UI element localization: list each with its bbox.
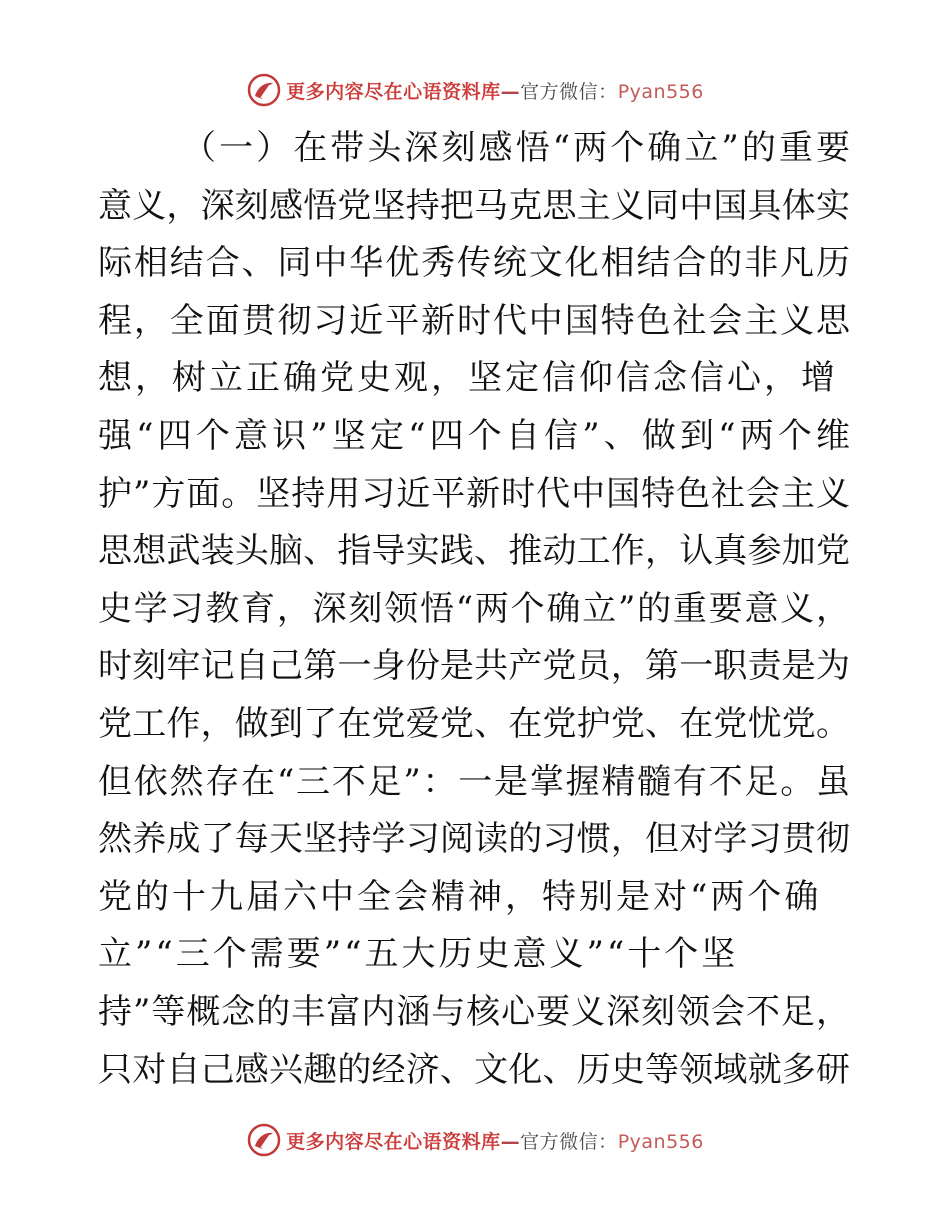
watermark-text — [286, 77, 704, 104]
paragraph-line: 立”“三个需要”“五大历史意义”“十个坚 — [98, 934, 739, 975]
paragraph-line: 党工作，做到了在党爱党、在党护党、在党忧党。 — [98, 703, 850, 744]
paragraph-line: 际相结合、同中华优秀传统文化相结合的非凡历 — [98, 243, 850, 284]
logo-icon — [246, 1122, 282, 1158]
paragraph-line: 强“四个意识”坚定“四个自信”、做到“两个维 — [98, 415, 850, 456]
watermark-wechat-id: Pyan556 — [617, 80, 704, 103]
paragraph-line: 史学习教育，深刻领悟“两个确立”的重要意义， — [98, 588, 850, 629]
logo-icon — [246, 72, 282, 108]
paragraph-line: 想，树立正确党史观，坚定信仰信念信心，增 — [98, 358, 838, 399]
watermark-site-name: 更多内容尽在心语资料库 — [286, 80, 501, 103]
watermark-wechat-id: Pyan556 — [617, 1130, 704, 1153]
document-body — [98, 120, 850, 1099]
footer-watermark — [0, 1120, 950, 1160]
paragraph-line: 持”等概念的丰富内涵与核心要义深刻领会不足， — [98, 991, 850, 1032]
paragraph-line: 只对自己感兴趣的经济、文化、历史等领域就多研 — [98, 1049, 850, 1090]
paragraph-line: 思想武装头脑、指导实践、推动工作，认真参加党 — [98, 531, 850, 572]
watermark-site-name: 更多内容尽在心语资料库 — [286, 1130, 501, 1153]
paragraph-line: 然养成了每天坚持学习阅读的习惯，但对学习贯彻 — [98, 819, 850, 860]
paragraph-line: 党的十九届六中全会精神，特别是对“两个确 — [98, 876, 822, 917]
watermark-dash: — — [500, 1130, 521, 1153]
paragraph-line: 但依然存在“三不足”：一是掌握精髓有不足。虽 — [98, 761, 850, 802]
paragraph-line: 护”方面。坚持用习近平新时代中国特色社会主义 — [98, 473, 850, 514]
watermark-official-label: 官方微信： — [520, 80, 618, 103]
paragraph-line: 时刻牢记自己第一身份是共产党员，第一职责是为 — [98, 646, 850, 687]
paragraph-line: 意义，深刻感悟党坚持把马克思主义同中国具体实 — [98, 185, 850, 226]
paragraph-line: 程，全面贯彻习近平新时代中国特色社会主义思 — [98, 300, 850, 341]
watermark-dash: — — [500, 80, 521, 103]
header-watermark — [0, 70, 950, 110]
watermark-text — [286, 1127, 704, 1154]
watermark-official-label: 官方微信： — [520, 1130, 618, 1153]
paragraph-line: （一）在带头深刻感悟“两个确立”的重要 — [182, 128, 850, 168]
